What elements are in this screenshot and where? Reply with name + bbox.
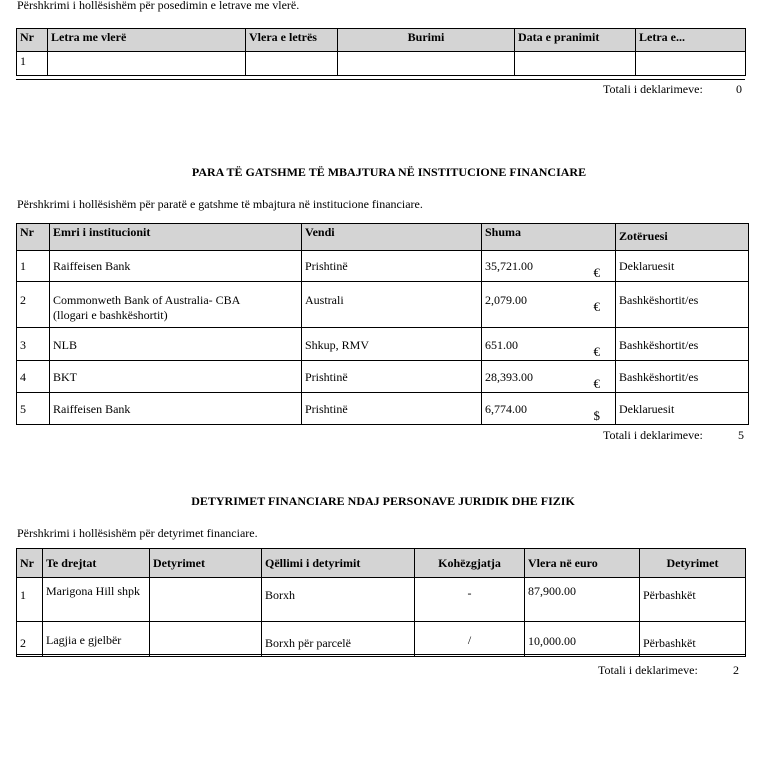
cell-duration: / (415, 622, 525, 657)
header-type: Detyrimet (640, 549, 746, 578)
cell-nr: 1 (17, 578, 43, 622)
header-letra: Letra me vlerë (48, 29, 246, 52)
cell-institution: NLB (50, 328, 302, 361)
table-row (17, 393, 749, 425)
cell-amount (482, 282, 616, 328)
euro-icon: € (593, 299, 600, 314)
cell-institution: Raiffeisen Bank (50, 251, 302, 282)
divider (16, 654, 745, 655)
cell-owner: Bashkëshortit/es (616, 282, 749, 328)
cash-total-label: Totali i deklarimeve: (603, 428, 703, 442)
cell-nr: 1 (17, 52, 48, 76)
header-place: Vendi (302, 224, 482, 251)
header-nr: Nr (17, 549, 43, 578)
cell-obligations (150, 578, 262, 622)
header-institution: Emri i institucionit (50, 224, 302, 251)
cell-place: Shkup, RMV (302, 328, 482, 361)
cell-owner: Deklaruesit (616, 393, 749, 425)
header-letra-e: Letra e... (636, 29, 746, 52)
cell-place: Prishtinë (302, 393, 482, 425)
cell-purpose: Borxh (262, 578, 415, 622)
euro-icon: € (593, 265, 600, 280)
letters-intro: Përshkrimi i hollësishëm për posedimin e letrave me vlerë. (17, 0, 300, 12)
cell-type: Përbashkët (640, 622, 746, 657)
header-amount: Shuma (482, 224, 616, 251)
cash-table (16, 223, 749, 425)
cash-total-value: 5 (738, 428, 744, 442)
table-row (17, 282, 749, 328)
cell-nr: 2 (17, 282, 50, 328)
cell-institution: Commonweth Bank of Australia- CBA (llogari e bashkëshortit) (50, 282, 302, 328)
cell-vlera (246, 52, 338, 76)
table-row (17, 251, 749, 282)
amount-value: 2,079.00 (485, 293, 527, 307)
euro-icon: € (593, 376, 600, 391)
header-duration: Kohëzgjatja (415, 549, 525, 578)
cash-header-row (17, 224, 749, 251)
letters-total-label: Totali i deklarimeve: (603, 82, 703, 96)
dollar-icon: $ (593, 408, 600, 423)
cell-data (515, 52, 636, 76)
cell-amount (482, 393, 616, 425)
cell-institution: Raiffeisen Bank (50, 393, 302, 425)
debts-header-row (17, 549, 746, 578)
table-row (17, 328, 749, 361)
header-obligations: Detyrimet (150, 549, 262, 578)
cell-owner: Bashkëshortit/es (616, 361, 749, 393)
cell-nr: 4 (17, 361, 50, 393)
header-nr: Nr (17, 224, 50, 251)
header-burimi: Burimi (338, 29, 515, 52)
cell-type: Përbashkët (640, 578, 746, 622)
header-value: Vlera në euro (525, 549, 640, 578)
cell-institution: BKT (50, 361, 302, 393)
cell-rights: Marigona Hill shpk (43, 578, 150, 622)
amount-value: 35,721.00 (485, 259, 533, 273)
letters-total-value: 0 (736, 82, 742, 96)
cell-rights: Lagjia e gjelbër (43, 622, 150, 657)
amount-value: 651.00 (485, 338, 518, 352)
header-nr: Nr (17, 29, 48, 52)
debts-total-label: Totali i deklarimeve: (598, 663, 698, 677)
cell-purpose: Borxh për parcelë (262, 622, 415, 657)
header-owner: Zotëruesi (616, 224, 749, 251)
cell-nr: 2 (17, 622, 43, 657)
table-row (17, 52, 746, 76)
cash-intro: Përshkrimi i hollësishëm për paratë e gatshme të mbajtura në institucione financiare. (17, 197, 423, 211)
cash-title: PARA TË GATSHME TË MBAJTURA NË INSTITUCIONE FINANCIARE (191, 165, 587, 179)
cell-nr: 3 (17, 328, 50, 361)
table-row (17, 622, 746, 657)
cell-letra-e (636, 52, 746, 76)
cell-amount (482, 328, 616, 361)
header-rights: Te drejtat (43, 549, 150, 578)
cell-amount (482, 361, 616, 393)
cell-amount (482, 251, 616, 282)
cell-letra (48, 52, 246, 76)
cell-place: Prishtinë (302, 361, 482, 393)
debts-total-value: 2 (733, 663, 739, 677)
cell-obligations (150, 622, 262, 657)
cell-place: Australi (302, 282, 482, 328)
cell-nr: 5 (17, 393, 50, 425)
header-data: Data e pranimit (515, 29, 636, 52)
header-vlera: Vlera e letrës (246, 29, 338, 52)
cell-place: Prishtinë (302, 251, 482, 282)
cell-value: 87,900.00 (525, 578, 640, 622)
debts-intro: Përshkrimi i hollësishëm për detyrimet financiare. (17, 526, 258, 540)
letters-header-row (17, 29, 746, 52)
cell-value: 10,000.00 (525, 622, 640, 657)
debts-title: DETYRIMET FINANCIARE NDAJ PERSONAVE JURIDIK DHE FIZIK (191, 494, 575, 508)
amount-value: 28,393.00 (485, 370, 533, 384)
cell-nr: 1 (17, 251, 50, 282)
divider (16, 424, 748, 425)
table-row (17, 578, 746, 622)
debts-table (16, 548, 746, 657)
cell-owner: Deklaruesit (616, 251, 749, 282)
divider (16, 79, 745, 80)
cell-owner: Bashkëshortit/es (616, 328, 749, 361)
table-row (17, 361, 749, 393)
letters-table (16, 28, 746, 76)
cell-burimi (338, 52, 515, 76)
euro-icon: € (593, 344, 600, 359)
cell-duration: - (415, 578, 525, 622)
header-purpose: Qëllimi i detyrimit (262, 549, 415, 578)
amount-value: 6,774.00 (485, 402, 527, 416)
